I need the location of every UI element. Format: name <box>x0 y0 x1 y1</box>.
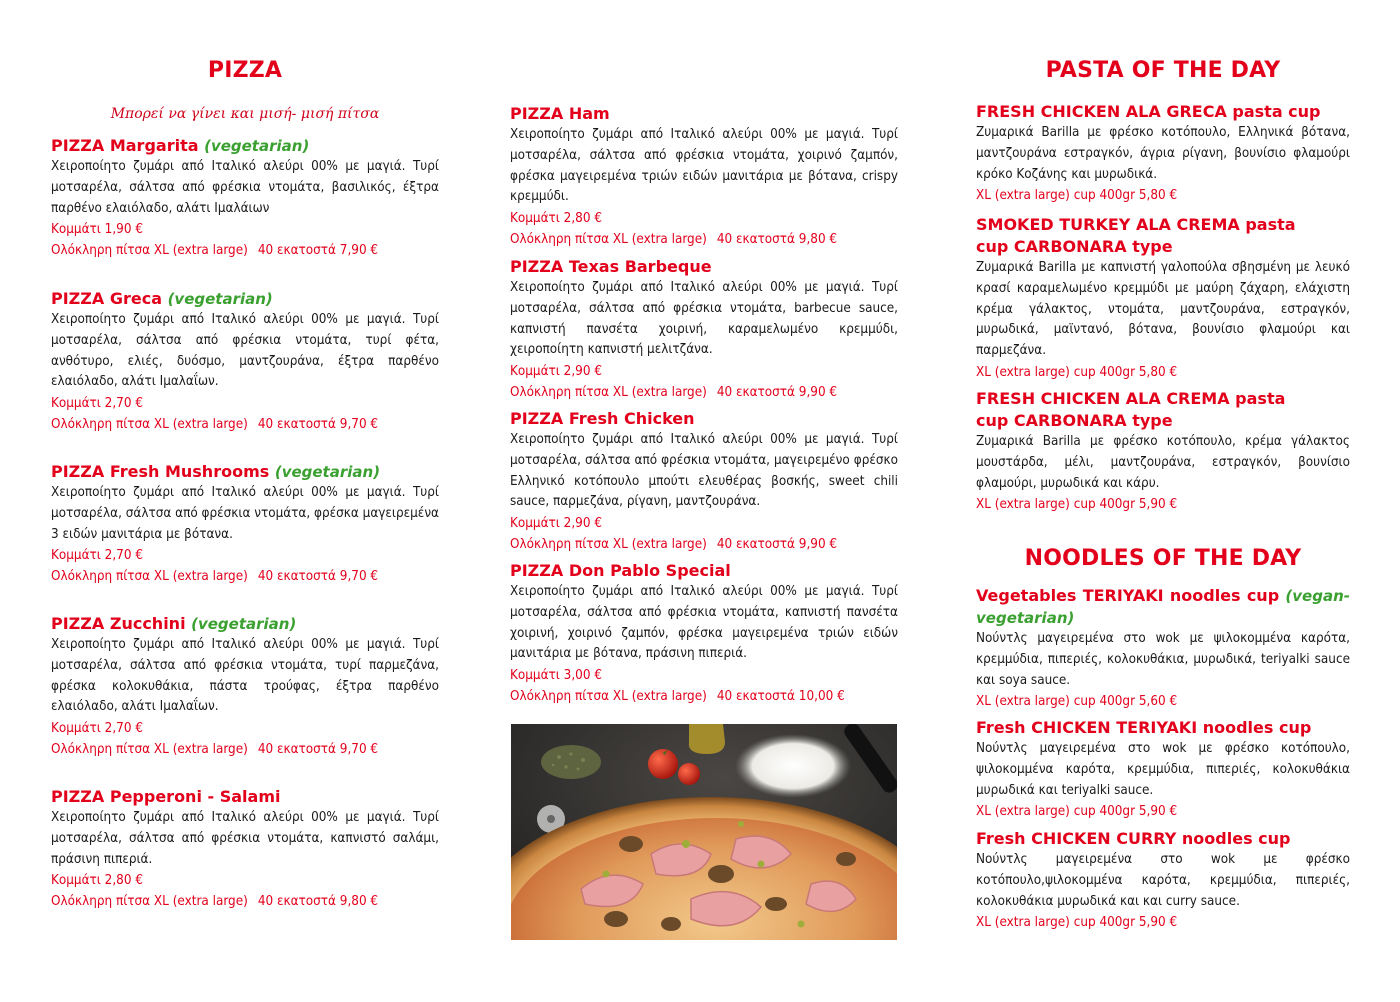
slice-price: Κομμάτι 2,70 € <box>51 548 143 564</box>
item-title: Fresh CHICKEN CURRY noodles cup <box>976 829 1291 848</box>
vegetarian-tag: (vegetarian) <box>167 290 273 308</box>
item-description: Νούντλς μαγειρεμένα στο wok με ψιλοκομμένα καρότα, κρεμμύδια, πιπεριές, κολοκυθάκια, μυρωδικά, teriyalki sauce και soya sauce. <box>976 631 1350 688</box>
vegetarian-tag: (vegetarian) <box>204 137 310 155</box>
item-name: PIZZA Ham <box>510 104 610 123</box>
item-name: PIZZA Pepperoni - Salami <box>51 787 281 806</box>
item-title: FRESH CHICKEN ALA CREMA pasta cup CARBONARA type <box>976 389 1286 430</box>
whole-price: Ολόκληρη πίτσα XL (extra large) 40 εκατοστά 9,70 € <box>51 417 379 433</box>
item-price: XL (extra large) cup 400gr 5,90 € <box>976 804 1178 820</box>
item-description: Χειροποίητο ζυμάρι από Ιταλικό αλεύρι 00% με μαγιά. Τυρί μοτσαρέλα, σάλτσα από φρέσκια ντομάτα, μαγειρεμένο φρέσκο Ελληνικό κοτόπουλο μπούτι ελευθέρας βοσκής, sweet chili sauce, παρμεζάνα, ρίγανη, μαντζουράνα. <box>510 432 898 510</box>
whole-price: Ολόκληρη πίτσα XL (extra large) 40 εκατοστά 9,80 € <box>51 894 379 910</box>
item-title <box>510 560 898 582</box>
whole-price: Ολόκληρη πίτσα XL (extra large) 40 εκατοστά 7,90 € <box>51 243 379 259</box>
item-name: PIZZA Fresh Chicken <box>510 409 695 428</box>
menu-item-smoked-turkey-crema <box>976 214 1350 383</box>
item-description: Χειροποίητο ζυμάρι από Ιταλικό αλεύρι 00% με μαγιά. Τυρί μοτσαρέλα, σάλτσα από φρέσκια ντομάτα, τυρί παρμεζάνα, φρέσκα κολοκυθάκια, πάστα τρούφας, έξτρα παρθένο ελαιόλαδο, αλάτι Ιμαλαΐων. <box>51 637 439 715</box>
item-title <box>510 408 898 430</box>
menu-item-vegetables-teriyaki <box>976 585 1350 712</box>
menu-item-fresh-mushrooms <box>51 461 439 587</box>
pizza-illustration <box>511 724 897 940</box>
item-description: Νούντλς μαγειρεμένα στο wok με φρέσκο κοτόπουλο,ψιλοκομμένα καρότα, κρεμμύδια, πιπεριές, κολοκυθάκια μυρωδικά και και curry sauce. <box>976 852 1350 909</box>
half-pizza-note: Μπορεί να γίνει και μισή- μισή πίτσα <box>110 106 380 122</box>
menu-item-chicken-ala-greca <box>976 101 1350 206</box>
menu-item-don-pablo-special <box>510 560 898 707</box>
item-description: Ζυμαρικά Barilla με καπνιστή γαλοπούλα σβησμένη με λευκό κρασί καραμελωμένο κρεμμύδι με μαύρη ζάχαρη, ελάχιστη κρέμα γάλακτος, ντομάτα, μαντζουράνα, εστραγκόν, μυρωδικά, μαϊντανό, βότανα, βουνίσιο φλαμούρι και παρμεζάνα. <box>976 260 1350 359</box>
item-name: PIZZA Greca <box>51 289 162 308</box>
pizza-heading: PIZZA <box>207 58 283 83</box>
item-description: Χειροποίητο ζυμάρι από Ιταλικό αλεύρι 00% με μαγιά. Τυρί μοτσαρέλα, σάλτσα από φρέσκια ντομάτα, φρέσκα μαγειρεμένα 3 ειδών μανιτάρια με βότανα. <box>51 485 439 542</box>
menu-item-chicken-curry <box>976 828 1350 933</box>
pizza-photo <box>511 724 897 940</box>
menu-item-fresh-chicken <box>510 408 898 555</box>
item-price: XL (extra large) cup 400gr 5,60 € <box>976 694 1178 710</box>
whole-price: Ολόκληρη πίτσα XL (extra large) 40 εκατοστά 10,00 € <box>510 689 845 705</box>
menu-item-margarita <box>51 135 439 261</box>
item-price: XL (extra large) cup 400gr 5,90 € <box>976 497 1178 513</box>
slice-price: Κομμάτι 2,90 € <box>510 516 602 532</box>
item-description: Νούντλς μαγειρεμένα στο wok με φρέσκο κοτόπουλο, ψιλοκομμένα καρότα, κρεμμύδια, πιπεριές, κολοκυθάκια μυρωδικά και teriyalki sauce. <box>976 741 1350 798</box>
item-name: PIZZA Margarita <box>51 136 199 155</box>
item-description: Ζυμαρικά Barilla με φρέσκο κοτόπουλο, Ελληνικά βότανα, μαντζουράνα εστραγκόν, άγρια ρίγανη, βουνίσιο φλαμούρι κρόκο Κοζάνης και μυρωδικά. <box>976 125 1350 182</box>
whole-price: Ολόκληρη πίτσα XL (extra large) 40 εκατοστά 9,70 € <box>51 569 379 585</box>
item-description: Χειροποίητο ζυμάρι από Ιταλικό αλεύρι 00% με μαγιά. Τυρί μοτσαρέλα, σάλτσα από φρέσκια ντομάτα, βασιλικός, έξτρα παρθένο ελαιόλαδο, αλάτι Ιμαλάιων <box>51 159 439 216</box>
item-title <box>51 613 439 635</box>
item-name: PIZZA Texas Barbeque <box>510 257 712 276</box>
item-description: Χειροποίητο ζυμάρι από Ιταλικό αλεύρι 00% με μαγιά. Τυρί μοτσαρέλα, σάλτσα από φρέσκια ντομάτα, καπνιστό σαλάμι, πράσινη πιπεριά. <box>51 810 439 867</box>
menu-item-ham <box>510 103 898 250</box>
vegetarian-tag: (vegetarian) <box>191 615 297 633</box>
item-name: PIZZA Zucchini <box>51 614 186 633</box>
item-title <box>510 103 898 125</box>
slice-price: Κομμάτι 2,80 € <box>510 211 602 227</box>
whole-price: Ολόκληρη πίτσα XL (extra large) 40 εκατοστά 9,90 € <box>510 385 838 401</box>
item-title <box>51 461 439 483</box>
vegetarian-tag: (vegetarian) <box>274 463 381 481</box>
slice-price: Κομμάτι 2,90 € <box>510 364 602 380</box>
slice-price: Κομμάτι 2,70 € <box>51 721 143 737</box>
item-name: PIZZA Don Pablo Special <box>510 561 731 580</box>
item-price: XL (extra large) cup 400gr 5,80 € <box>976 364 1178 380</box>
item-description: Χειροποίητο ζυμάρι από Ιταλικό αλεύρι 00% με μαγιά. Τυρί μοτσαρέλα, σάλτσα από φρέσκια ντομάτα, τυρί φέτα, ανθότυρο, ελιές, δυόσμο, μαντζουράνα, έξτρα παρθένο ελαιόλαδο, αλάτι Ιμαλαΐων. <box>51 312 439 390</box>
item-description: Ζυμαρικά Barilla με φρέσκο κοτόπουλο, κρέμα γάλακτος μουστάρδα, μέλι, μαντζουράνα, εστραγκόν, βουνίσιο φλαμούρι, μυρωδικά και κάρυ. <box>976 434 1350 491</box>
item-title: Fresh CHICKEN TERIYAKI noodles cup <box>976 718 1312 737</box>
slice-price: Κομμάτι 1,90 € <box>51 222 143 238</box>
item-name: Vegetables TERIYAKI noodles cup <box>976 586 1280 605</box>
menu-item-chicken-ala-crema <box>976 388 1350 515</box>
pasta-heading: PASTA OF THE DAY <box>1045 58 1281 83</box>
noodles-heading: NOODLES OF THE DAY <box>1024 546 1302 571</box>
slice-price: Κομμάτι 3,00 € <box>510 668 602 684</box>
item-title <box>510 256 898 278</box>
whole-price: Ολόκληρη πίτσα XL (extra large) 40 εκατοστά 9,70 € <box>51 742 379 758</box>
item-title: SMOKED TURKEY ALA CREMA pasta cup CARBONARA type <box>976 215 1296 256</box>
whole-price: Ολόκληρη πίτσα XL (extra large) 40 εκατοστά 9,80 € <box>510 232 838 248</box>
item-description: Χειροποίητο ζυμάρι από Ιταλικό αλεύρι 00% με μαγιά. Τυρί μοτσαρέλα, σάλτσα από φρέσκια ντομάτα, barbecue sauce, καπνιστή πανσέτα χοιρινή, καραμελωμένο κρεμμύδι, χειροποίητη καπνιστή μελιτζάνα. <box>510 280 898 358</box>
item-description: Χειροποίητο ζυμάρι από Ιταλικό αλεύρι 00% με μαγιά. Τυρί μοτσαρέλα, σάλτσα από φρέσκια ντομάτα, χοιρινό ζαμπόν, φρέσκα μαγειρεμένα τριών ειδών μανιτάρια με βότανα, crispy κρεμμύδι. <box>510 127 898 205</box>
item-price: XL (extra large) cup 400gr 5,80 € <box>976 188 1178 204</box>
item-description: Χειροποίητο ζυμάρι από Ιταλικό αλεύρι 00% με μαγιά. Τυρί μοτσαρέλα, σάλτσα από φρέσκια ντομάτα, καπνιστή πανσέτα χοιρινή, χοιρινό ζαμπόν, φρέσκα μαγειρεμένα τριών ειδών μανιτάρια με βότανα, πράσινη πιπεριά. <box>510 584 898 662</box>
item-title <box>976 585 1350 629</box>
slice-price: Κομμάτι 2,70 € <box>51 396 143 412</box>
menu-item-texas-barbeque <box>510 256 898 403</box>
item-title <box>51 288 439 310</box>
whole-price: Ολόκληρη πίτσα XL (extra large) 40 εκατοστά 9,90 € <box>510 537 838 553</box>
menu-item-chicken-teriyaki <box>976 717 1350 822</box>
item-price: XL (extra large) cup 400gr 5,90 € <box>976 915 1178 931</box>
item-title <box>51 786 439 808</box>
menu-item-zucchini <box>51 613 439 760</box>
menu-item-pepperoni-salami <box>51 786 439 912</box>
vegan-tag: (vegan-vegetarian) <box>976 587 1350 627</box>
item-title <box>51 135 439 157</box>
item-title: FRESH CHICKEN ALA GRECA pasta cup <box>976 102 1321 121</box>
item-name: PIZZA Fresh Mushrooms <box>51 462 270 481</box>
menu-item-greca <box>51 288 439 435</box>
slice-price: Κομμάτι 2,80 € <box>51 873 143 889</box>
